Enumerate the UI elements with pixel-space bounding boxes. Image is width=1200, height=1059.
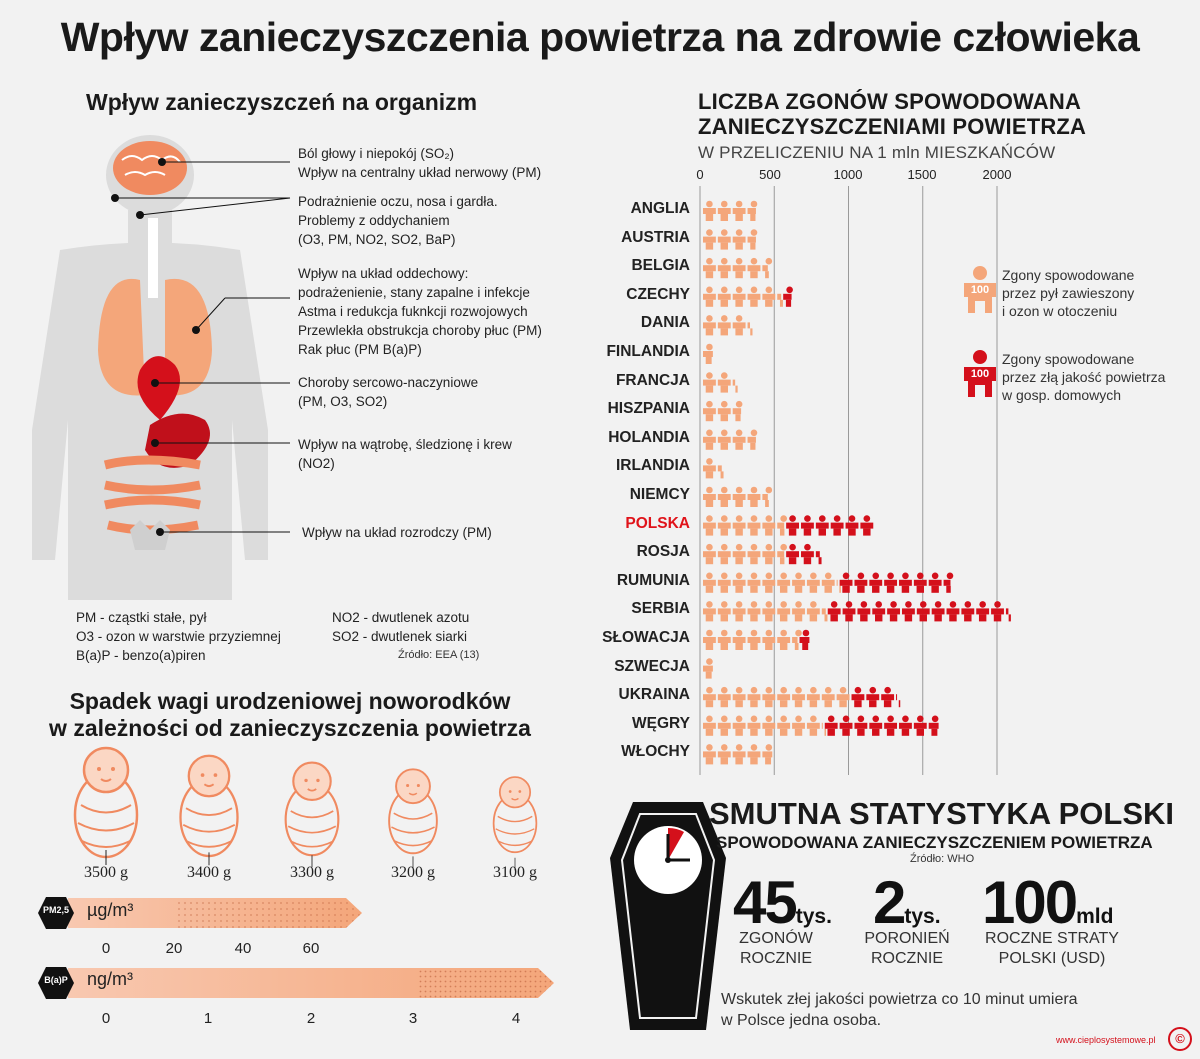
- bar-17: [703, 687, 900, 707]
- person-icon: [762, 258, 772, 278]
- legend-icon-label-2: 100: [970, 368, 990, 380]
- chart-title: LICZBA ZGONÓW SPOWODOWANA ZANIECZYSZCZENIAMI POWIETRZA: [698, 89, 1087, 139]
- person-icon: [748, 322, 753, 335]
- person-icon: [777, 630, 790, 650]
- person-icon: [762, 544, 775, 564]
- person-icon: [777, 716, 790, 736]
- website-link[interactable]: www.cieplosystemowe.pl: [1056, 1035, 1156, 1045]
- bar-6: [703, 372, 738, 392]
- person-icon: [718, 258, 731, 278]
- person-icon: [733, 430, 746, 450]
- person-icon: [703, 258, 716, 278]
- bar-16: [703, 658, 713, 678]
- pm-badge: PM2,5: [42, 905, 69, 915]
- person-icon: [718, 744, 731, 764]
- country-label: SZWECJA: [614, 657, 690, 675]
- organ-item-reproductive: Wpływ na układ rozrodczy (PM): [302, 525, 492, 540]
- person-icon: [703, 201, 716, 221]
- pm-tick-0: 0: [101, 940, 111, 957]
- person-icon: [857, 601, 870, 621]
- person-icon: [822, 573, 835, 593]
- person-icon: [718, 687, 731, 707]
- stat-losses-label: ROCZNE STRATY POLSKI (USD): [985, 930, 1119, 967]
- person-icon: [703, 430, 716, 450]
- organism-title: Wpływ zanieczyszczeń na organizm: [86, 89, 478, 115]
- person-icon: [852, 687, 865, 707]
- person-icon: [777, 687, 790, 707]
- bar-11: [703, 515, 873, 535]
- stat-miscarriages: 2tys.: [873, 869, 941, 936]
- person-icon: [976, 601, 989, 621]
- person-icon: [718, 401, 731, 421]
- person-icon: [703, 287, 716, 307]
- person-icon: [914, 573, 927, 593]
- person-icon: [828, 601, 841, 621]
- person-icon: [748, 573, 761, 593]
- bar-1: [703, 229, 757, 249]
- person-icon: [733, 401, 743, 421]
- bap-tick-0: 0: [101, 1010, 111, 1027]
- person-icon: [807, 687, 820, 707]
- person-icon: [733, 744, 746, 764]
- legend-item-outdoor: Zgony spowodowane przez pył zawieszony i ozon w otoczeniu: [1002, 267, 1135, 319]
- country-label: WĘGRY: [632, 714, 690, 732]
- person-icon: [748, 744, 761, 764]
- person-icon: [762, 487, 772, 507]
- baby-weight-1: 3500 g: [84, 864, 128, 881]
- bar-9: [703, 458, 724, 478]
- country-label: ANGLIA: [630, 200, 690, 217]
- country-label: AUSTRIA: [621, 228, 690, 246]
- pm-tick-3: 60: [302, 940, 320, 957]
- person-icon: [840, 716, 853, 736]
- person-icon: [733, 229, 746, 249]
- person-icon: [748, 515, 761, 535]
- stats-note: Wskutek złej jakości powietrza co 10 minut umiera w Polsce jedna osoba.: [721, 991, 1078, 1029]
- person-icon: [703, 344, 713, 364]
- person-icon: [718, 229, 731, 249]
- stat-losses: 100mld: [982, 869, 1114, 936]
- person-icon: [825, 716, 838, 736]
- country-label: BELGIA: [631, 257, 690, 275]
- person-icon: [807, 601, 820, 621]
- person-icon: [1006, 608, 1011, 621]
- person-icon: [801, 544, 814, 564]
- person-icon: [881, 687, 894, 707]
- person-icon: [748, 544, 761, 564]
- person-icon: [929, 573, 942, 593]
- person-icon: [762, 601, 775, 621]
- person-icon: [762, 573, 775, 593]
- person-icon: [748, 687, 761, 707]
- person-icon: [932, 601, 945, 621]
- person-icon: [837, 687, 850, 707]
- person-icon: [777, 294, 783, 307]
- person-icon: [718, 487, 731, 507]
- person-icon: [703, 544, 716, 564]
- birth-title: Spadek wagi urodzeniowej noworodków w zależności od zanieczyszczenia powietrza: [49, 688, 531, 741]
- coffin-icon: [608, 800, 728, 1032]
- person-icon: [733, 287, 746, 307]
- country-label: SERBIA: [631, 600, 690, 618]
- person-icon: [718, 372, 731, 392]
- country-label: UKRAINA: [618, 686, 690, 704]
- country-label: WŁOCHY: [621, 743, 690, 761]
- person-icon: [846, 515, 859, 535]
- person-icon: [786, 515, 799, 535]
- person-icon: [733, 573, 746, 593]
- person-icon: [733, 601, 746, 621]
- pollutant-legend-left: PM - cząstki stałe, pył O3 - ozon w warstwie przyziemnej B(a)P - benzo(a)piren: [76, 610, 281, 663]
- x-tick-2000: 2000: [982, 167, 1012, 182]
- country-label: FINLANDIA: [606, 343, 690, 360]
- person-icon: [733, 544, 746, 564]
- organ-item-head: Ból głowy i niepokój (SO₂) Wpływ na centralny układ nerwowy (PM): [298, 146, 542, 180]
- person-icon: [703, 372, 716, 392]
- person-icon: [703, 630, 716, 650]
- person-icon: [860, 515, 873, 535]
- person-icon: [840, 573, 853, 593]
- chart-subtitle: W PRZELICZENIU NA 1 mln MIESZKAŃCÓW: [698, 143, 1056, 162]
- person-icon: [792, 601, 805, 621]
- person-icon: [703, 658, 713, 678]
- bap-badge: B(a)P: [44, 975, 68, 985]
- person-icon: [786, 544, 799, 564]
- person-icon: [748, 630, 761, 650]
- bap-tick-4: 4: [511, 1010, 521, 1027]
- person-icon: [854, 716, 867, 736]
- person-icon: [777, 515, 787, 535]
- person-icon: [762, 716, 775, 736]
- legend-icon-label-1: 100: [970, 284, 990, 296]
- person-icon: [762, 744, 772, 764]
- person-icon: [733, 315, 746, 335]
- person-icon: [748, 258, 761, 278]
- country-label: IRLANDIA: [615, 457, 690, 475]
- stats-subtitle: SPOWODOWANA ZANIECZYSZCZENIEM POWIETRZA: [716, 833, 1153, 852]
- country-label: RUMUNIA: [616, 571, 690, 589]
- person-icon: [777, 573, 790, 593]
- person-icon: [718, 716, 731, 736]
- country-label: ROSJA: [636, 543, 690, 561]
- person-icon: [703, 716, 716, 736]
- stat-deaths-label: ZGONÓW ROCZNIE: [739, 930, 813, 967]
- person-icon: [896, 694, 900, 707]
- person-icon: [854, 573, 867, 593]
- bar-18: [703, 716, 939, 736]
- person-icon: [718, 201, 731, 221]
- person-icon: [733, 630, 746, 650]
- person-icon: [703, 487, 716, 507]
- pm-tick-1: 20: [165, 940, 183, 957]
- person-icon: [777, 544, 787, 564]
- person-icon: [872, 601, 885, 621]
- person-icon: [884, 573, 897, 593]
- bar-12: [703, 544, 822, 564]
- bar-13: [703, 573, 953, 593]
- person-icon: [991, 601, 1004, 621]
- person-icon: [917, 601, 930, 621]
- bar-10: [703, 487, 772, 507]
- country-label: CZECHY: [626, 285, 690, 303]
- bap-tick-3: 3: [408, 1010, 418, 1027]
- person-icon: [748, 201, 758, 221]
- person-icon: [762, 687, 775, 707]
- organ-item-liver: Wpływ na wątrobę, śledzionę i krew (NO2): [298, 437, 512, 471]
- person-icon: [899, 573, 912, 593]
- person-icon: [703, 229, 716, 249]
- bar-4: [703, 315, 752, 335]
- person-icon: [748, 430, 758, 450]
- bar-7: [703, 401, 742, 421]
- page-title: Wpływ zanieczyszczenia powietrza na zdrowie człowieka: [60, 14, 1140, 60]
- person-icon: [947, 601, 960, 621]
- x-tick-500: 500: [759, 167, 781, 182]
- bar-14: [703, 601, 1011, 621]
- organ-item-eyes: Podrażnienie oczu, nosa i gardła. Problemy z oddychaniem (O3, PM, NO2, SO2, BaP): [298, 194, 498, 247]
- person-icon: [718, 544, 731, 564]
- baby-weight-5: 3100 g: [493, 864, 537, 881]
- bar-3: [703, 287, 793, 307]
- person-icon: [816, 551, 822, 564]
- person-icon: [703, 744, 716, 764]
- person-icon: [902, 601, 915, 621]
- person-icon: [783, 287, 793, 307]
- person-icon: [899, 716, 912, 736]
- bap-tick-2: 2: [306, 1010, 316, 1027]
- person-icon: [733, 258, 746, 278]
- person-icon: [703, 515, 716, 535]
- stat-deaths: 45tys.: [733, 869, 832, 936]
- organism-source: Źródło: EEA (13): [398, 649, 480, 661]
- person-icon: [914, 716, 927, 736]
- country-label: HOLANDIA: [608, 428, 690, 446]
- person-icon: [718, 315, 731, 335]
- person-icon: [733, 380, 738, 393]
- person-icon: [869, 716, 882, 736]
- person-icon: [718, 515, 731, 535]
- bar-2: [703, 258, 772, 278]
- copyright-icon: ©: [1168, 1027, 1192, 1051]
- bar-19: [703, 744, 772, 764]
- person-icon: [869, 573, 882, 593]
- bar-15: [703, 630, 809, 650]
- x-tick-0: 0: [696, 167, 704, 182]
- person-icon: [792, 716, 805, 736]
- person-icon: [822, 687, 835, 707]
- country-label: DANIA: [640, 314, 690, 332]
- stats-source: Źródło: WHO: [910, 853, 975, 865]
- person-icon: [807, 716, 820, 736]
- x-tick-1000: 1000: [833, 167, 863, 182]
- country-label: SŁOWACJA: [602, 629, 690, 646]
- person-icon: [801, 515, 814, 535]
- legend-item-household: Zgony spowodowane przez złą jakość powietrza w gosp. domowych: [1002, 351, 1166, 403]
- person-icon: [762, 630, 775, 650]
- person-icon: [733, 201, 746, 221]
- person-icon: [703, 601, 716, 621]
- person-icon: [929, 716, 939, 736]
- person-icon: [762, 287, 775, 307]
- country-label: FRANCJA: [615, 371, 690, 389]
- person-icon: [718, 601, 731, 621]
- person-icon: [792, 573, 805, 593]
- baby-weight-2: 3400 g: [187, 864, 231, 881]
- person-icon: [816, 515, 829, 535]
- person-icon: [733, 487, 746, 507]
- country-label: NIEMCY: [629, 486, 690, 503]
- bap-unit: ng/m³: [87, 969, 134, 989]
- clock-icon: [634, 826, 702, 894]
- person-icon: [703, 458, 716, 478]
- person-icon: [718, 630, 731, 650]
- pm-tick-2: 40: [234, 940, 252, 957]
- person-icon: [961, 601, 974, 621]
- person-icon: [831, 515, 844, 535]
- bar-0: [703, 201, 757, 221]
- person-icon: [748, 287, 761, 307]
- person-icon: [733, 515, 746, 535]
- person-icon: [703, 573, 716, 593]
- person-icon: [718, 430, 731, 450]
- person-icon: [792, 687, 805, 707]
- person-icon: [703, 401, 716, 421]
- x-tick-1500: 1500: [907, 167, 937, 182]
- person-icon: [762, 515, 775, 535]
- country-label: POLSKA: [625, 514, 690, 532]
- pm-unit: µg/m³: [87, 900, 134, 920]
- stat-miscarriages-label: PORONIEŃ ROCZNIE: [864, 930, 950, 967]
- person-icon: [718, 573, 731, 593]
- person-icon: [807, 573, 820, 593]
- person-icon: [822, 608, 828, 621]
- person-icon: [733, 716, 746, 736]
- stats-title: SMUTNA STATYSTYKA POLSKI: [709, 796, 1174, 831]
- baby-icon-5: [494, 777, 537, 870]
- person-icon: [884, 716, 897, 736]
- bar-8: [703, 430, 757, 450]
- person-icon: [748, 716, 761, 736]
- bap-tick-1: 1: [203, 1010, 213, 1027]
- person-icon: [887, 601, 900, 621]
- baby-weight-3: 3300 g: [290, 864, 334, 881]
- baby-weight-4: 3200 g: [391, 864, 435, 881]
- person-icon: [703, 315, 716, 335]
- person-icon: [748, 229, 758, 249]
- bar-5: [703, 344, 713, 364]
- person-icon: [748, 487, 761, 507]
- person-icon: [718, 287, 731, 307]
- organ-item-lungs: Wpływ na układ oddechowy: podrażenienie, stany zapalne i infekcje Astma i redukcja fuknkcji rozwojowych Przewlekła obstrukcja choroby płuc (PM) Rak płuc (PM B(a)P): [298, 266, 542, 357]
- organ-item-heart: Choroby sercowo-naczyniowe (PM, O3, SO2): [298, 375, 479, 409]
- person-icon: [777, 601, 790, 621]
- person-icon: [748, 601, 761, 621]
- person-icon: [718, 465, 724, 478]
- pollutant-legend-right: NO2 - dwutlenek azotu SO2 - dwutlenek siarki: [332, 610, 470, 644]
- person-icon: [843, 601, 856, 621]
- person-icon: [733, 687, 746, 707]
- person-icon: [944, 573, 954, 593]
- person-icon: [866, 687, 879, 707]
- country-label: HISZPANIA: [607, 400, 690, 418]
- person-icon: [703, 687, 716, 707]
